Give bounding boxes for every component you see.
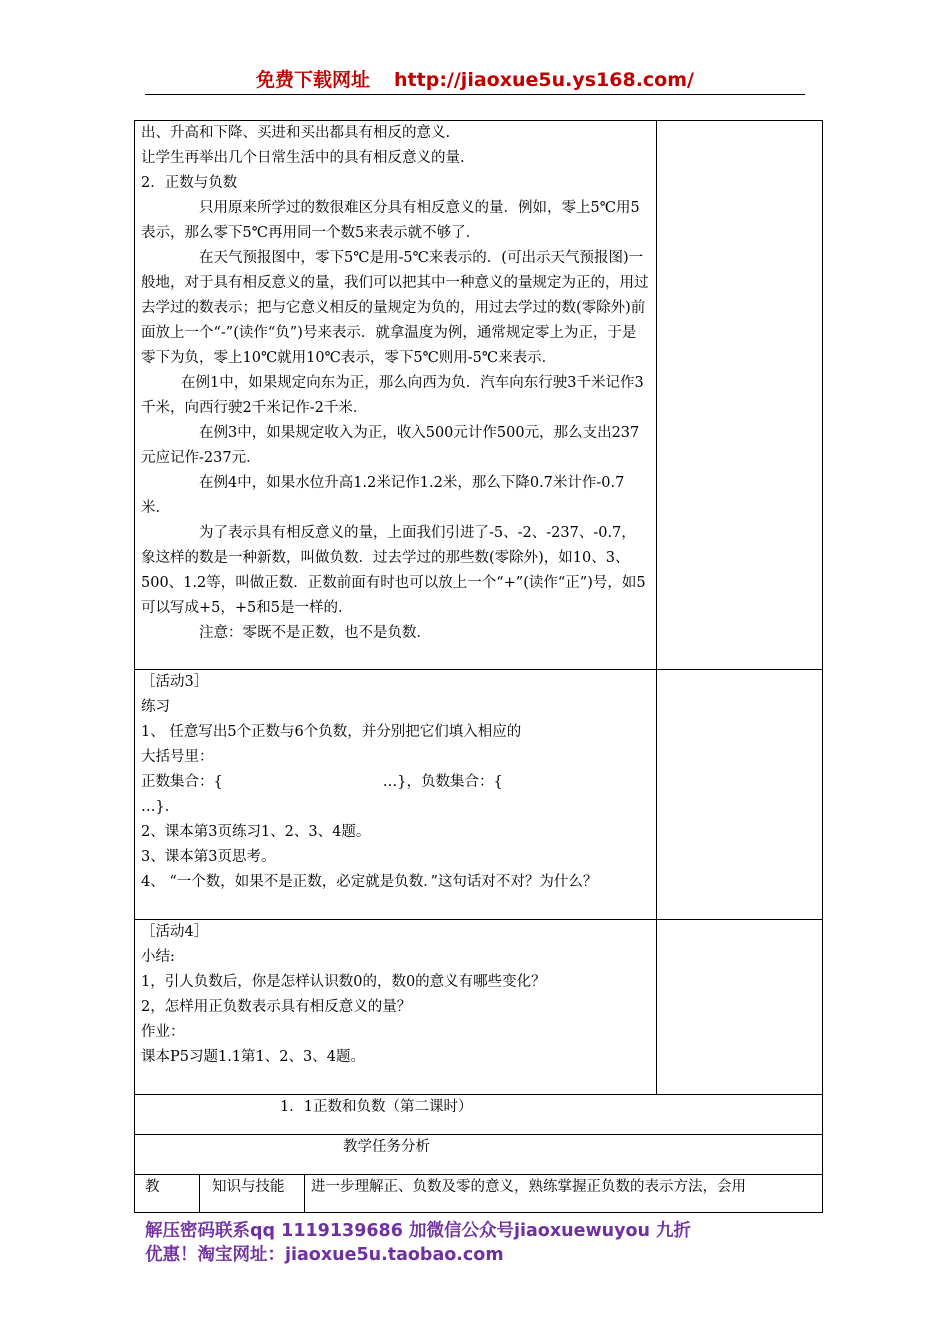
table-row — [135, 121, 823, 670]
note: 注意：零既不是正数，也不是负数． — [199, 625, 431, 641]
summary-question: 2，怎样用正负数表示具有相反意义的量？ — [141, 999, 412, 1015]
table-row — [135, 1135, 823, 1175]
paragraph: 在例1中，如果规定向东为正，那么向西为负．汽车向东行驶3千米记作3千米，向西行驶2千米记作-2千米． — [141, 375, 644, 416]
footer-line: 优惠！淘宝网址：jiaoxue5u.taobao.com — [145, 1245, 504, 1265]
paragraph: 只用原来所学过的数很难区分具有相反意义的量．例如，零上5℃用5表示，那么零下5℃再用同一个数5来表示就不够了． — [141, 200, 640, 241]
summary-label: 小结: — [141, 949, 175, 965]
lesson-title: 1．1正数和负数（第二课时） — [135, 1095, 823, 1135]
table-cell: 知识与技能 — [200, 1175, 305, 1213]
table-cell: 教 — [135, 1175, 200, 1213]
activity-title: ［活动3］ — [141, 674, 209, 690]
paragraph: 为了表示具有相反意义的量，上面我们引进了-5、-2、-237、-0.7，象这样的数是一种新数，叫做负数．过去学过的那些数(零除外)，如10、3、500、1.2等，叫做正数．正数前面有时也可以放上一个“+”(读作“正”)号，如5可以写成+5，+5和5是一样的． — [141, 525, 646, 616]
text-line: 让学生再举出几个日常生活中的具有相反意义的量. — [141, 150, 465, 166]
positive-set-label: 正数集合：{ — [141, 774, 223, 790]
table-row — [135, 1175, 823, 1213]
text-line: 出、升高和下降、买进和买出都具有相反的意义. — [141, 125, 451, 141]
activity-title: ［活动4］ — [141, 924, 209, 940]
table-row — [135, 920, 823, 1095]
exercise-item: 2、课本第3页练习1、2、3、4题。 — [141, 824, 371, 840]
activity4-cell — [135, 920, 657, 1095]
paragraph: 在例3中，如果规定收入为正，收入500元计作500元，那么支出237元应记作-237元． — [141, 425, 640, 466]
section-heading: 2．正数与负数 — [141, 175, 238, 191]
activity3-cell — [135, 670, 657, 920]
exercise-item: 4、 “一个数，如果不是正数，必定就是负数．”这句话对不对？为什么？ — [141, 874, 598, 890]
set-end: …}． — [141, 799, 180, 815]
footer-line: 解压密码联系qq 1119139686 加微信公众号jiaoxuewuyou 九折 — [145, 1221, 692, 1241]
negative-set-label: …}，负数集合：{ — [382, 774, 503, 790]
content-cell — [135, 121, 657, 670]
exercise-item: 3、课本第3页思考。 — [141, 849, 276, 865]
set-line — [141, 770, 650, 795]
page-header — [145, 66, 805, 95]
exercise-item: 1、 任意写出5个正数与6个负数，并分别把它们填入相应的 — [141, 724, 522, 740]
summary-question: 1，引人负数后，你是怎样认识数0的，数0的意义有哪些变化？ — [141, 974, 546, 990]
page-footer — [145, 1219, 805, 1267]
side-cell — [657, 920, 823, 1095]
paragraph: 在天气预报图中，零下5℃是用-5℃来表示的．(可出示天气预报图)一般地，对于具有相反意义的量，我们可以把其中一种意义的量规定为正的，用过去学过的数表示；把与它意义相反的量规定为负的，用过去学过的数(零除外)前面放上一个“-”(读作“负”)号来表示．就拿温度为例，通常规定零上为正，于是零下为负，零上10℃就用10℃表示，零下5℃则用-5℃来表示． — [141, 250, 649, 366]
header-label: 免费下载网址 — [256, 69, 371, 91]
header-url[interactable]: http://jiaoxue5u.ys168.com/ — [394, 69, 694, 91]
analysis-title: 教学任务分析 — [135, 1135, 823, 1175]
table-row — [135, 1095, 823, 1135]
table-cell: 进一步理解正、负数及零的意义，熟练掌握正负数的表示方法，会用 — [305, 1175, 823, 1213]
exercise-item: 大括号里： — [141, 749, 214, 765]
homework-label: 作业： — [141, 1024, 185, 1040]
activity-subtitle: 练习 — [141, 699, 170, 715]
side-cell — [657, 121, 823, 670]
side-cell — [657, 670, 823, 920]
lesson-table — [134, 120, 823, 1213]
table-row — [135, 670, 823, 920]
paragraph: 在例4中，如果水位升高1.2米记作1.2米，那么下降0.7米计作-0.7米． — [141, 475, 625, 516]
homework-text: 课本P5习题1.1第1、2、3、4题。 — [141, 1049, 365, 1065]
